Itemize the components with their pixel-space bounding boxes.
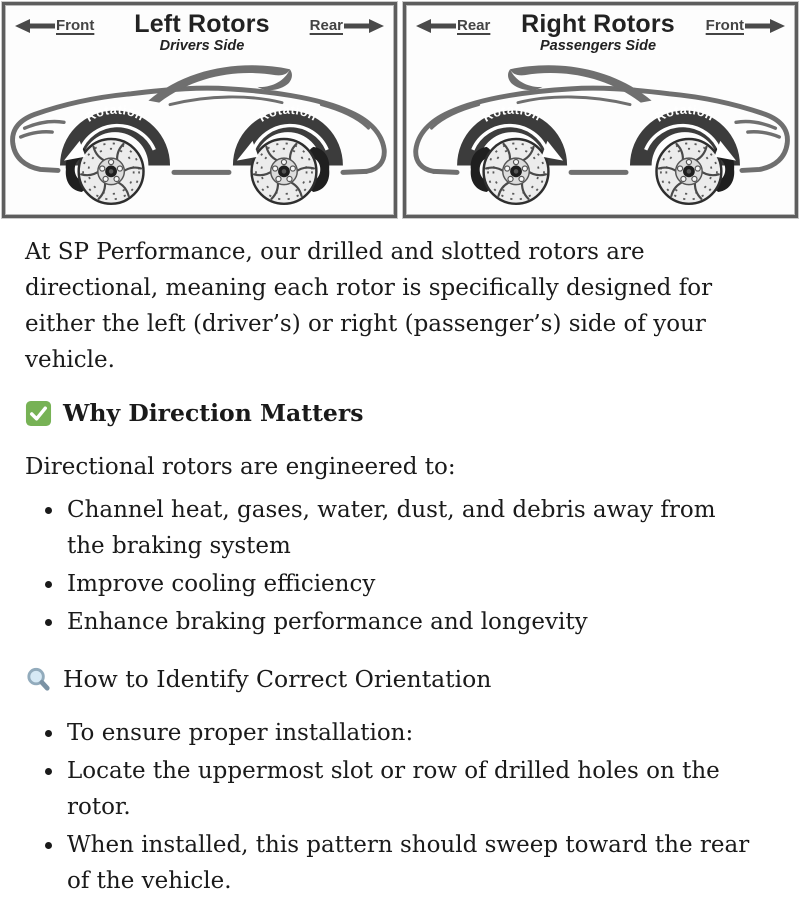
panel-subtitle: Drivers Side <box>159 38 245 54</box>
left-panel-header <box>5 5 394 55</box>
rotation-label-front: Rotation <box>82 101 148 125</box>
list-item: • Enhance braking performance and longevity <box>65 604 755 640</box>
magnifying-glass-icon <box>25 666 52 693</box>
panel-subtitle: Passengers Side <box>539 38 657 54</box>
right-panel-header <box>406 5 795 55</box>
left-rotors-panel <box>2 2 397 218</box>
rear-arrow-icon <box>416 19 456 33</box>
direction-label-text: Rear <box>457 17 491 34</box>
right-rotors-panel <box>403 2 798 218</box>
right-panel-titles <box>521 11 675 55</box>
rear-direction-label <box>416 12 490 34</box>
rotation-label-rear: Rotation <box>255 101 320 125</box>
direction-label-text: Front <box>56 17 95 34</box>
direction-label-text: Front <box>705 17 744 34</box>
list-item: • When installed, this pattern should sweep toward the rear of the vehicle. <box>65 827 755 899</box>
heading-identify-orientation <box>25 664 775 694</box>
front-direction-label <box>15 12 94 34</box>
rear-arrow-icon <box>344 19 384 33</box>
rotation-label-rear: Rotation <box>479 101 545 125</box>
heading-text: How to Identify Correct Orientation <box>63 665 492 693</box>
list-item: • To ensure proper installation: <box>65 715 755 751</box>
front-direction-label <box>706 12 785 34</box>
left-panel-titles <box>134 11 270 55</box>
front-arrow-icon <box>15 19 55 33</box>
article-body <box>0 218 800 899</box>
right-car-illustration <box>406 57 795 217</box>
intro-paragraph: At SP Performance, our drilled and slotted rotors are directional, meaning each rotor is specifically designed for either the left (driver’s) or right (passenger’s) side of your vehicle. <box>25 239 713 373</box>
list-item: • Channel heat, gases, water, dust, and debris away from the braking system <box>65 492 755 564</box>
heading-why-direction-matters <box>25 398 775 428</box>
panel-title: Right Rotors <box>521 10 675 38</box>
check-mark-icon <box>25 400 52 427</box>
left-car-illustration <box>5 57 394 217</box>
front-arrow-icon <box>745 19 785 33</box>
orientation-list <box>25 715 775 899</box>
list-item: • Improve cooling efficiency <box>65 566 755 602</box>
list-item: • Locate the uppermost slot or row of drilled holes on the rotor. <box>65 753 755 825</box>
direction-label-text: Rear <box>309 17 343 34</box>
lead-paragraph: Directional rotors are engineered to: <box>25 454 456 480</box>
rotor-direction-diagram <box>0 0 800 218</box>
panel-title: Left Rotors <box>134 10 270 38</box>
rotation-label-front: Rotation <box>652 101 718 125</box>
benefits-list <box>25 492 775 640</box>
heading-text: Why Direction Matters <box>63 399 364 427</box>
rear-direction-label <box>310 12 384 34</box>
